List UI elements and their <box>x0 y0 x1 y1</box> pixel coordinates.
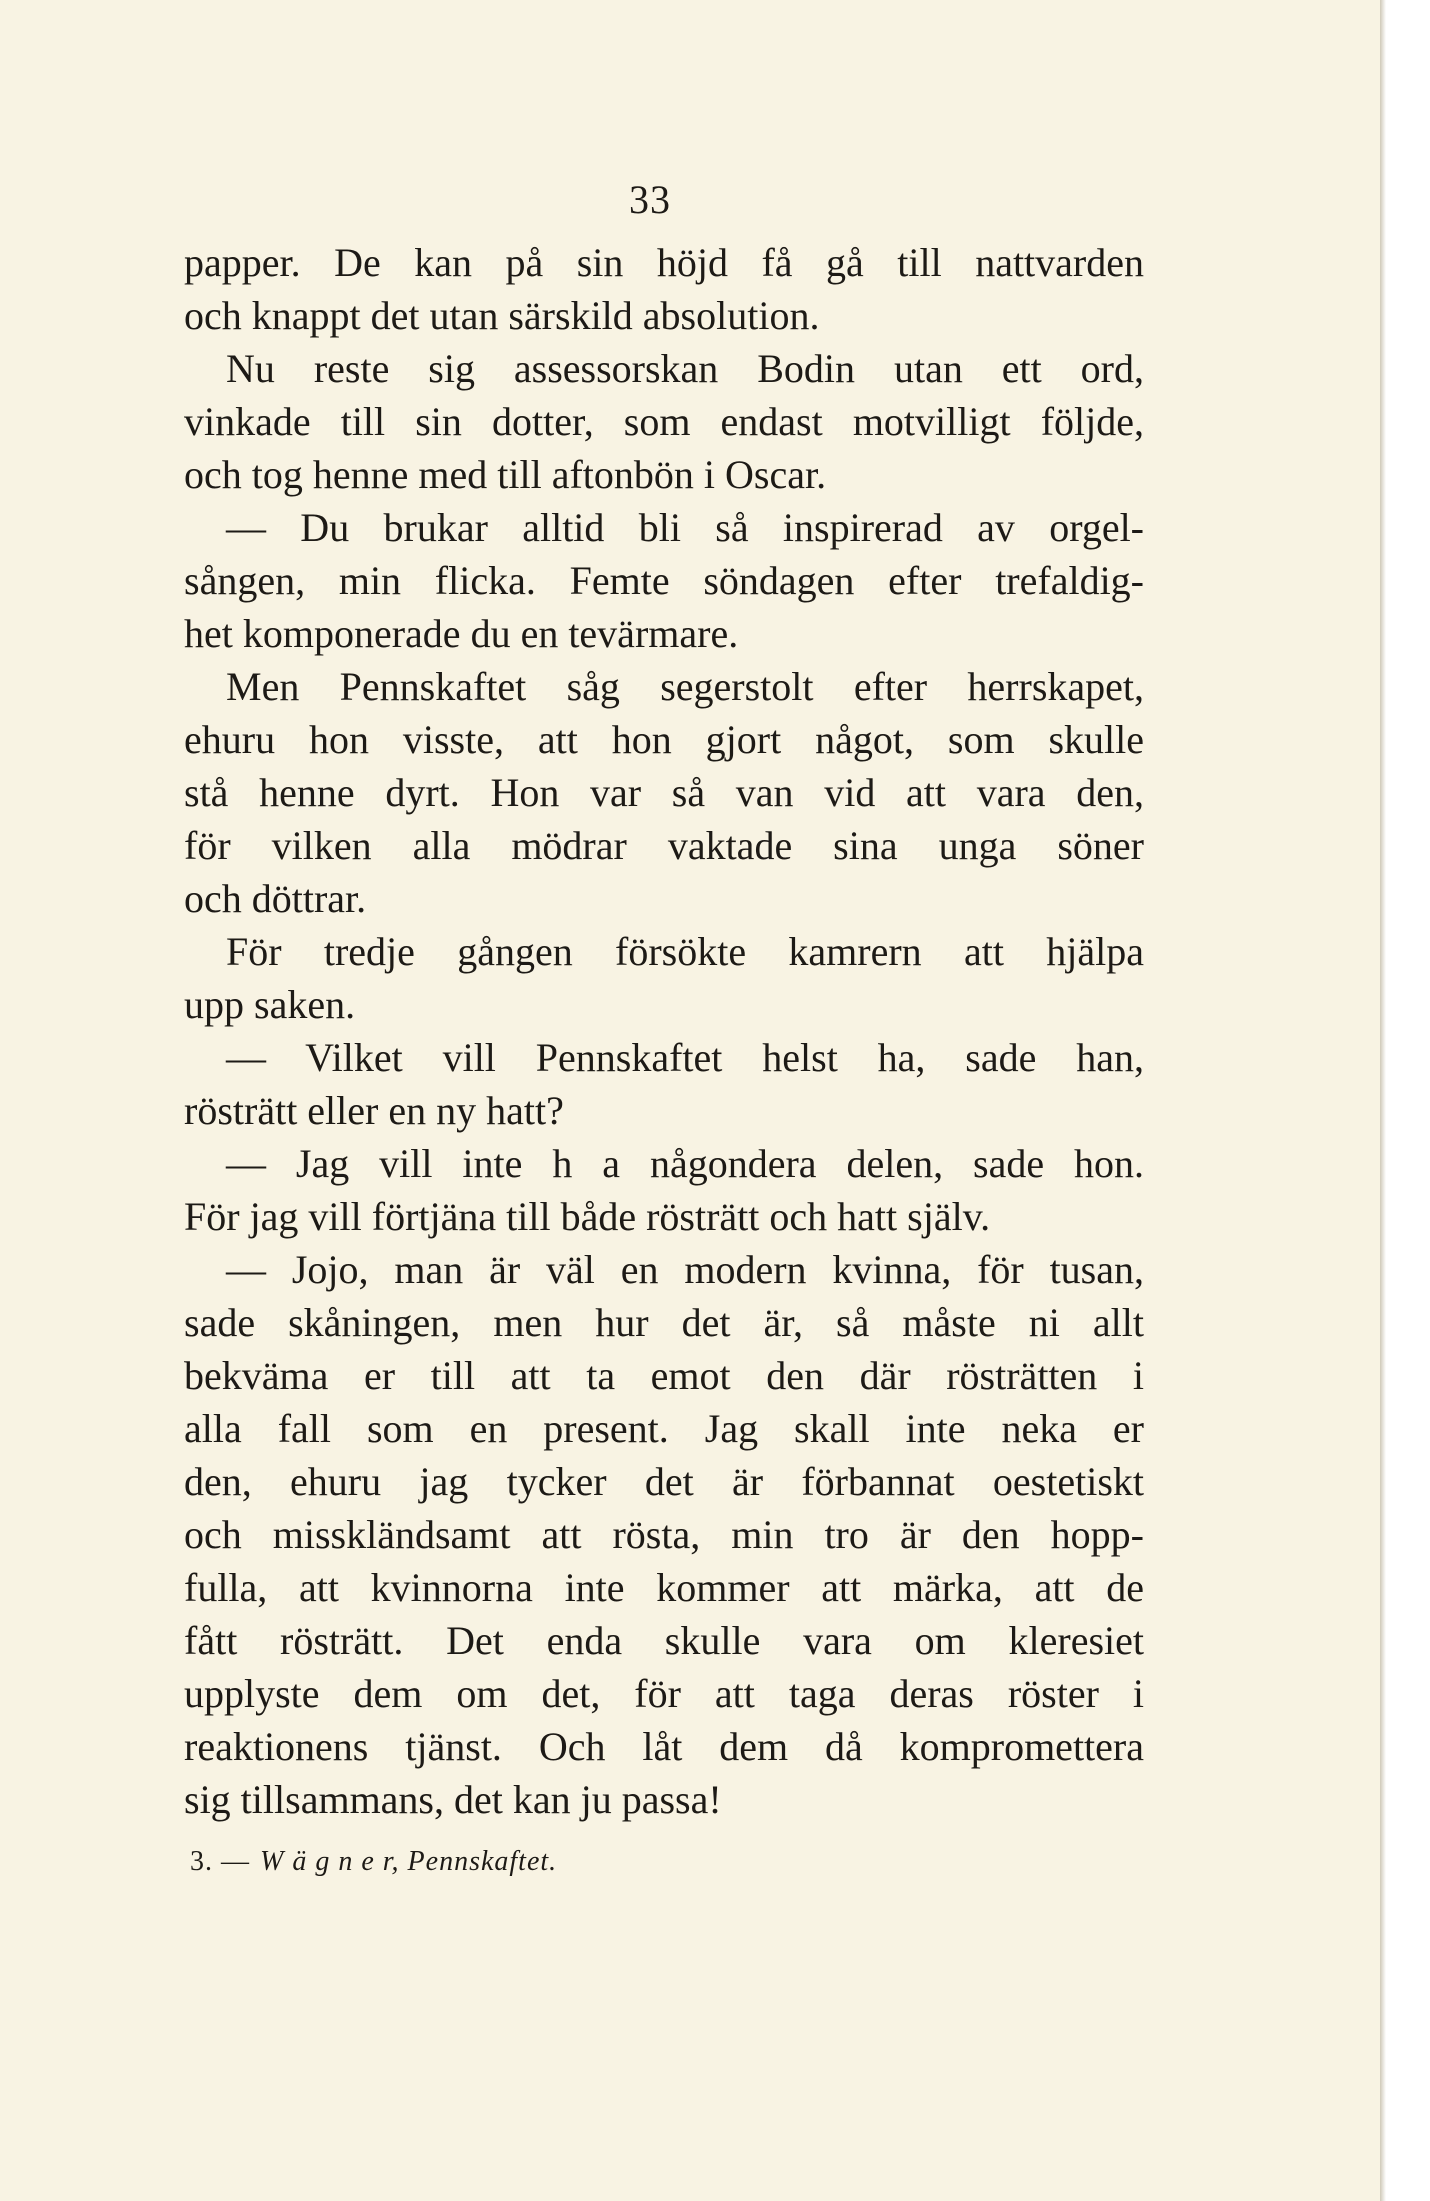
text-line: sången, min flicka. Femte söndagen efter trefaldig- <box>184 558 1144 603</box>
text-line: bekväma er till att ta emot den där rösträtten i <box>184 1353 1144 1398</box>
text-line: Men Pennskaftet såg segerstolt efter herrskapet, <box>226 664 1144 709</box>
text-line: och misskländsamt att rösta, min tro är den hopp- <box>184 1512 1144 1557</box>
text-line: För tredje gången försökte kamrern att hjälpa <box>226 929 1144 974</box>
text-line: upp saken. <box>184 982 356 1027</box>
text-line: och tog henne med till aftonbön i Oscar. <box>184 452 827 497</box>
text-line: rösträtt eller en ny hatt? <box>184 1088 564 1133</box>
text-line: för vilken alla mödrar vaktade sina unga söner <box>184 823 1144 868</box>
page-number: 33 <box>629 177 671 222</box>
text-line: papper. De kan på sin höjd få gå till nattvarden <box>184 240 1144 285</box>
text-line: — Jag vill inte h a någondera delen, sade hon. <box>226 1141 1144 1186</box>
body-text <box>184 236 1144 1826</box>
printer-signature <box>190 1846 557 1878</box>
text-line: För jag vill förtjäna till både rösträtt och hatt själv. <box>184 1194 991 1239</box>
text-line: alla fall som en present. Jag skall inte neka er <box>184 1406 1144 1451</box>
text-line: fått rösträtt. Det enda skulle vara om kleresiet <box>184 1618 1144 1663</box>
text-line: ehuru hon visste, att hon gjort något, som skulle <box>184 717 1144 762</box>
scan-margin <box>1386 0 1430 2201</box>
text-line: — Vilket vill Pennskaftet helst ha, sade han, <box>226 1035 1144 1080</box>
text-line: sig tillsammans, det kan ju passa! <box>184 1777 722 1822</box>
text-line: — Du brukar alltid bli så inspirerad av orgel- <box>226 505 1144 550</box>
text-line: stå henne dyrt. Hon var så van vid att vara den, <box>184 770 1144 815</box>
text-line: och knappt det utan särskild absolution. <box>184 293 820 338</box>
text-line: sade skåningen, men hur det är, så måste ni allt <box>184 1300 1144 1345</box>
text-line: och döttrar. <box>184 876 367 921</box>
text-line: vinkade till sin dotter, som endast motvilligt följde, <box>184 399 1144 444</box>
text-line: den, ehuru jag tycker det är förbannat oestetiskt <box>184 1459 1144 1504</box>
signature-title: W ä g n e r, Pennskaftet. <box>260 1846 558 1877</box>
text-line: fulla, att kvinnorna inte kommer att märka, att de <box>184 1565 1144 1610</box>
text-line: reaktionens tjänst. Och låt dem då kompromettera <box>184 1724 1144 1769</box>
text-line: upplyste dem om det, för att taga deras röster i <box>184 1671 1144 1716</box>
text-line: Nu reste sig assessorskan Bodin utan ett ord, <box>226 346 1144 391</box>
text-line: het komponerade du en tevärmare. <box>184 611 739 656</box>
signature-number: 3. — <box>190 1846 250 1877</box>
text-line: — Jojo, man är väl en modern kvinna, för tusan, <box>226 1247 1144 1292</box>
